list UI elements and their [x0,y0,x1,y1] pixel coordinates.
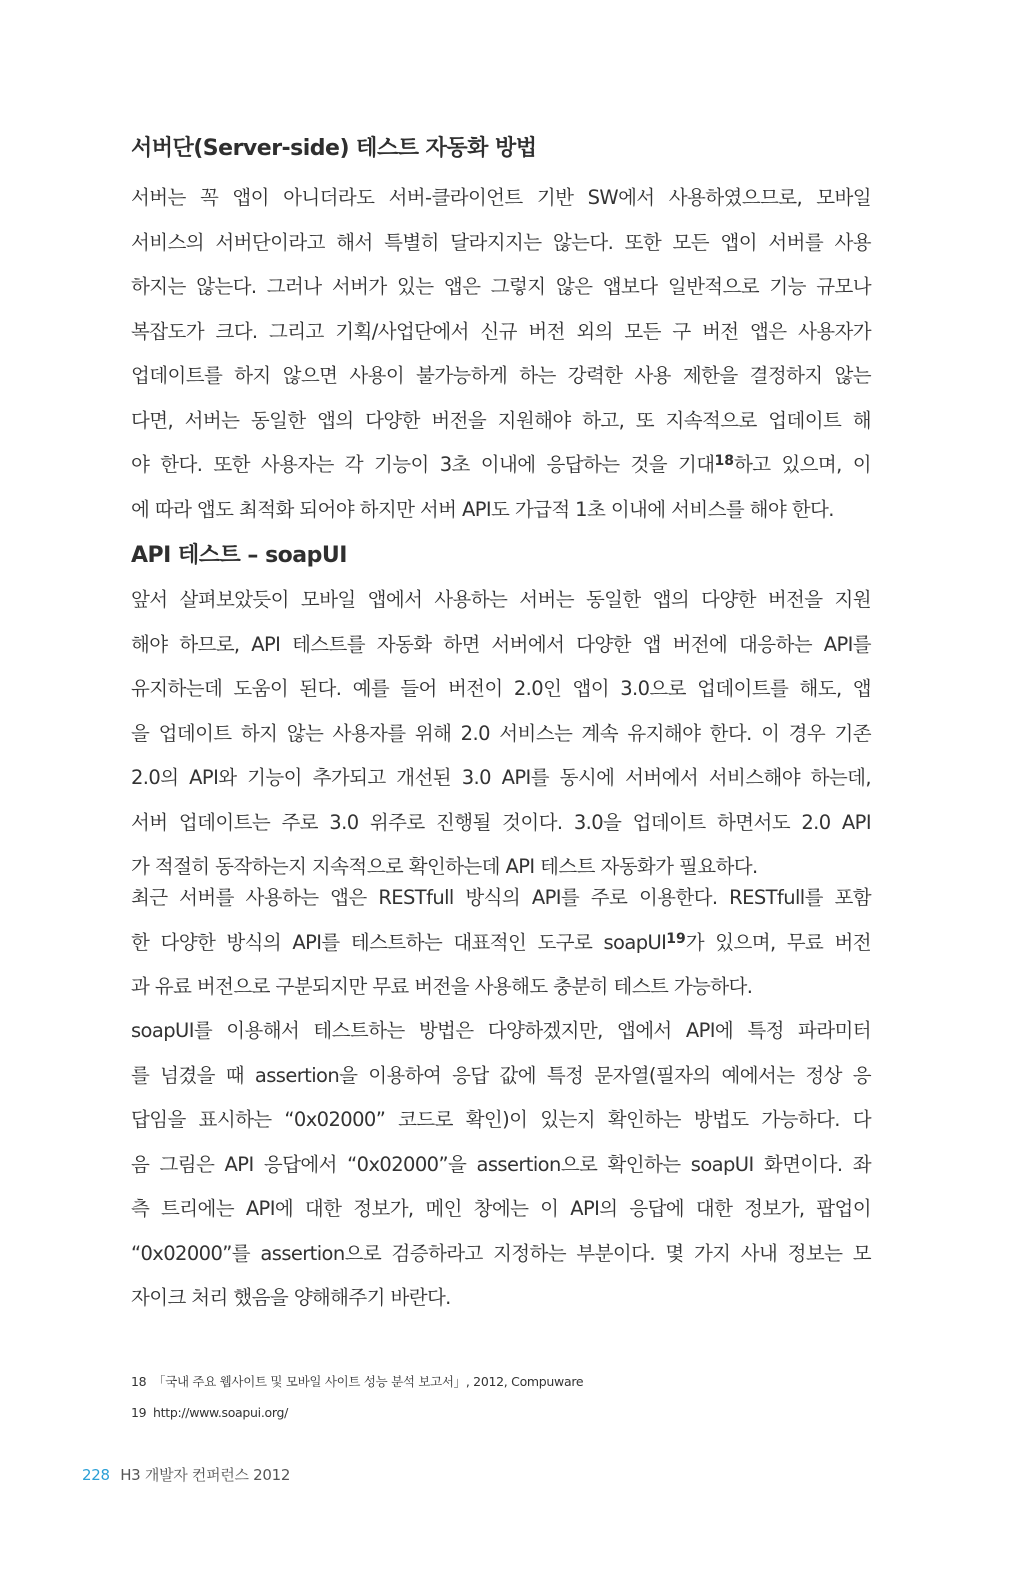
text-line: 를 넘겼을 때 assertion을 이용하여 응답 값에 특정 문자열(필자의 예에서는 정상 응 [131,1063,871,1087]
text-line: 측 트리에는 API에 대한 정보가, 메인 창에는 이 API의 응답에 대한 정보가, 팝업이 [131,1197,871,1220]
text-line: “0x02000”를 assertion으로 검증하라고 지정하는 부분이다. 몇 가지 사내 정보는 모 [131,1241,871,1265]
text-line: 복잡도가 크다. 그리고 기획/사업단에서 신규 버전 외의 모든 구 버전 앱은 사용자가 [131,319,871,343]
text-line: 음 그림은 API 응답에서 “0x02000”을 assertion으로 확인하는 soapUI 화면이다. 좌 [131,1152,871,1176]
text-line: 에 따라 앱도 최적화 되어야 하지만 서버 API도 가급적 1초 이내에 서비스를 해야 한다. [131,497,834,521]
paragraph-server-side [131,176,871,532]
paragraph-api-test-2 [131,876,871,1010]
book-title: H3 개발자 컨퍼런스 2012 [120,1466,291,1484]
paragraph-api-test-1 [131,578,871,890]
text-line: 해야 하므로, API 테스트를 자동화 하면 서버에서 다양한 앱 버전에 대응하는 API를 [131,632,871,656]
page-footer [82,1464,290,1485]
text-line [131,921,871,966]
footnote-number: 18 [131,1374,147,1389]
text-line: 하지는 않는다. 그러나 서버가 있는 앱은 그렇지 않은 앱보다 일반적으로 기능 규모나 [131,275,871,298]
text-line: 서버는 꼭 앱이 아니더라도 서버-클라이언트 기반 SW에서 사용하였으므로, 모바일 [131,186,871,209]
text-line: 업데이트를 하지 않으면 사용이 불가능하게 하는 강력한 사용 제한을 결정하지 않는 [131,364,871,387]
footnote-text: 「국내 주요 웹사이트 및 모바일 사이트 성능 분석 보고서」, 2012, Compuware [153,1374,584,1389]
text-line [131,443,871,488]
text-line: 다면, 서버는 동일한 앱의 다양한 버전을 지원해야 하고, 또 지속적으로 업데이트 해 [131,408,871,432]
text-line: 과 유료 버전으로 구분되지만 무료 버전을 사용해도 충분히 테스트 가능하다. [131,975,753,998]
text-fragment: 하고 있으며, 이 [733,453,871,476]
footnote-link[interactable]: http://www.soapui.org/ [153,1405,289,1420]
page-number: 228 [82,1466,110,1484]
paragraph-api-test-3 [131,1009,871,1321]
text-line: 2.0의 API와 기능이 추가되고 개선된 3.0 API를 동시에 서버에서 서비스해야 하는데, [131,766,871,789]
section-heading-api-test: API 테스트 – soapUI [131,543,347,568]
text-fragment: 가 있으며, 무료 버전 [685,930,871,954]
text-line: 가 적절히 동작하는지 지속적으로 확인하는데 API 테스트 자동화가 필요하다. [131,855,758,878]
footnotes [131,1366,583,1428]
text-line: soapUI를 이용해서 테스트하는 방법은 다양하겠지만, 앱에서 API에 특정 파라미터 [131,1019,871,1042]
text-line: 자이크 처리 했음을 양해해주기 바란다. [131,1286,451,1309]
footnote-ref-18[interactable]: 18 [714,453,734,469]
text-line: 앞서 살펴보았듯이 모바일 앱에서 사용하는 서버는 동일한 앱의 다양한 버전을 지원 [131,588,871,611]
footnote-number: 19 [131,1405,147,1420]
text-line: 서버 업데이트는 주로 3.0 위주로 진행될 것이다. 3.0을 업데이트 하면서도 2.0 API [131,810,871,834]
text-line: 을 업데이트 하지 않는 사용자를 위해 2.0 서비스는 계속 유지해야 한다. 이 경우 기존 [131,721,871,745]
text-line: 최근 서버를 사용하는 앱은 RESTfull 방식의 API를 주로 이용한다. RESTfull를 포함 [131,886,871,909]
footnote-18 [131,1366,583,1397]
text-line: 서비스의 서버단이라고 해서 특별히 달라지지는 않는다. 또한 모든 앱이 서버를 사용 [131,230,871,254]
section-heading-server-side: 서버단(Server-side) 테스트 자동화 방법 [131,136,537,161]
footnote-19 [131,1397,583,1428]
footnote-ref-19[interactable]: 19 [666,930,686,947]
text-fragment: 한 다양한 방식의 API를 테스트하는 대표적인 도구로 soapUI [131,930,667,954]
text-line: 유지하는데 도움이 된다. 예를 들어 버전이 2.0인 앱이 3.0으로 업데이트를 해도, 앱 [131,677,871,700]
text-line: 답임을 표시하는 “0x02000” 코드로 확인)이 있는지 확인하는 방법도 가능하다. 다 [131,1108,871,1131]
text-fragment: 야 한다. 또한 사용자는 각 기능이 3초 이내에 응답하는 것을 기대 [131,453,715,476]
